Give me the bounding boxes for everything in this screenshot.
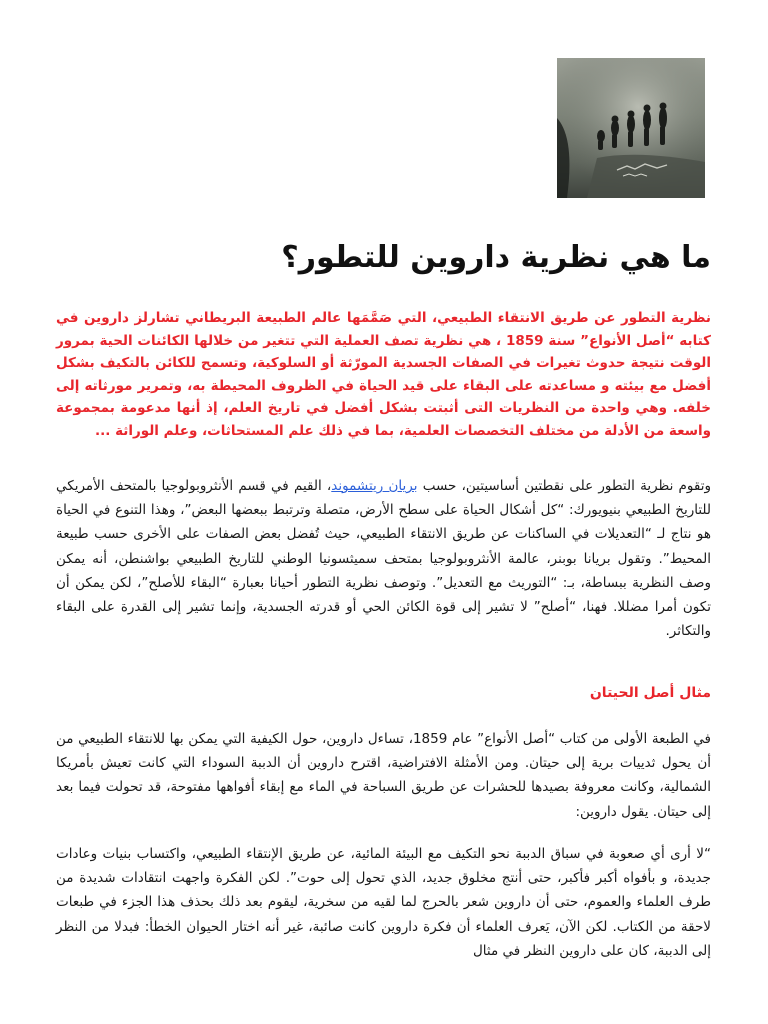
evolution-illustration-image	[557, 58, 705, 198]
article-title: ما هي نظرية داروين للتطور؟	[281, 240, 711, 275]
section-heading-whales: مثال أصل الحيتان	[589, 685, 711, 701]
body-paragraph-1	[56, 474, 711, 643]
paragraph-1-rest: ، القيم في قسم الأنثروبولوجيا بالمتحف الأمريكي للتاريخ الطبيعي بنيويورك: “كل أشكال الحياة على سطح الأرض، متصلة وترتبط ببعضها البعض”، وهذا التنوع في الحياة هو نتاج لـ “التعديلات في الساكنات عن طريق الانتقاء الطبيعي، حيث تُفضل بعض الصفات على الأخرى حسب طبيعة المحيط”. وتقول بريانا بوبنر، عالمة الأنثروبولوجيا بمتحف سميثسونيا الوطني للتاريخ الطبيعي بواشنطن، أنه يمكن وصف النظرية ببساطة، بـ: “التوريث مع التعديل”. وتوصف نظرية التطور أحيانا بعبارة “البقاء للأصلح”، لكن يمكن أن تكون أمرا مضللا. فهنا، “أصلح” لا تشير إلى قوة الكائن الحي أو قدرته الجسدية، وإنما تشير إلى القدرة على البقاء والتكاثر.	[56, 478, 711, 640]
brian-richmond-link[interactable]: بريان ريتشموند	[331, 478, 418, 494]
intro-paragraph: نظرية التطور عن طريق الانتقاء الطبيعي، التي صَمَّمَها عالم الطبيعة البريطاني تشارلز داروين في كتابه “أصل الأنواع” سنة 1859 ، هي نظرية تصف العملية التي تتغير من خلالها الكائنات الحية بمرور الوقت نتيجة حدوث تغيرات في الصفات الجسدية المورّثة أو السلوكية، وتسمح للكائن بالتكيف بشكل أفضل مع بيئته و مساعدته على البقاء على قيد الحياة في الظروف المحيطة به، وتمرير مورثاته إلى خلفه. وهي واحدة من النظريات التى أثبتت بشكل أفضل في تاريخ العلم، إذ أنها مدعومة بمجموعة واسعة من الأدلة من مختلف التخصصات العلمية، بما في ذلك علم المستحاثات، وعلم الوراثة ...	[56, 310, 711, 439]
body-paragraph-3: “لا أرى أي صعوبة في سباق الدببة نحو التكيف مع البيئة المائية، عن طريق الإنتقاء الطبيعي، واكتساب بنيات وعادات جديدة، و بأفواه أكبر فأكبر، حتى أنتج مخلوق جديد، الذي تحول إلى حوت”. لكن الفكرة واجهت انتقادات شديدة من طرف العلماء والعموم، حتى أن داروين شعر بالحرج لما لقيه من سخرية، ليقوم بعد ذلك بحذف هذا الجزء في طبعات لاحقة من الكتاب. لكن الآن، يَعرف العلماء أن فكرة داروين كانت صائبة، غير أنه اختار الحيوان الخطأ: فبدلا من النظر إلى الدببة، كان على داروين النظر في مثال	[56, 846, 711, 959]
body-paragraph-2: في الطبعة الأولى من كتاب “أصل الأنواع” عام 1859، تساءل داروين، حول الكيفية التي يمكن بها للانتقاء الطبيعي من أن يحول ثدييات برية إلى حيتان. ومن الأمثلة الافتراضية، اقترح داروين أن الدببة السوداء التي كانت تعيش بأمريكا الشمالية، وكانت معروفة بصيدها للحشرات عن طريق السباحة في الماء مع إبقاء أفواهها مفتوحة، قد تحولت فيما بعد إلى حيتان. يقول داروين:	[56, 731, 712, 820]
evolution-illustration-icon	[557, 58, 705, 198]
paragraph-1-start: وتقوم نظرية التطور على نقطتين أساسيتين، حسب	[417, 478, 711, 494]
